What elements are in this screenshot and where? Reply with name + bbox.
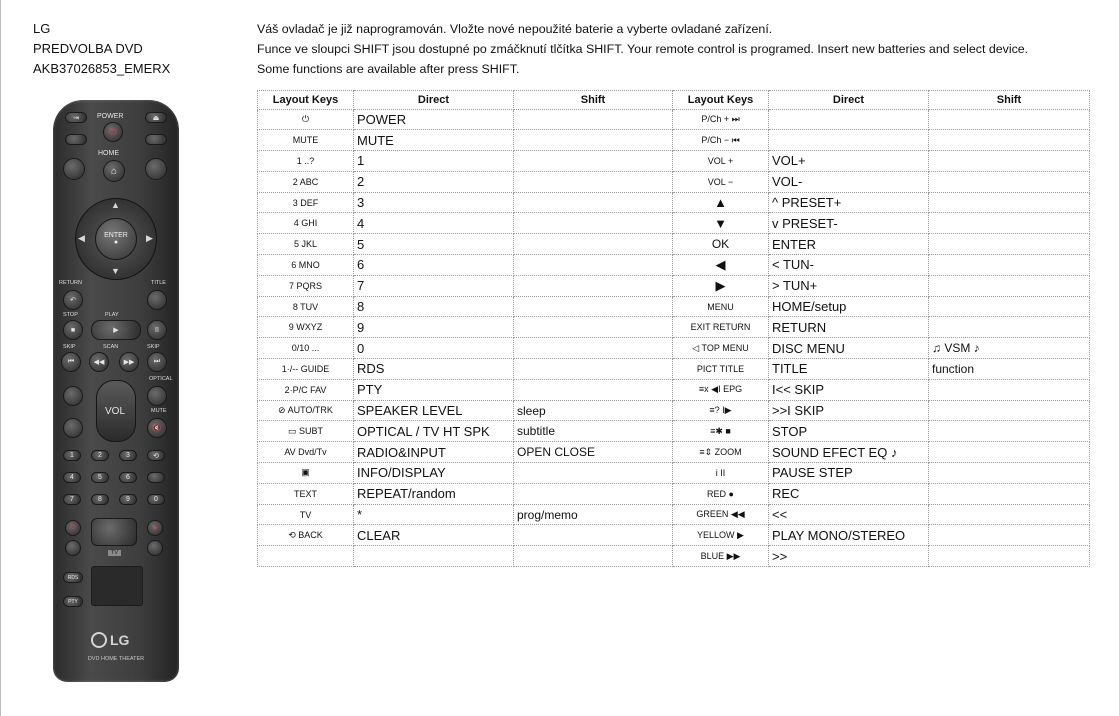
table-row — [258, 317, 1090, 338]
header-direct-left: Direct — [354, 91, 514, 110]
direct-function-left: PTY — [354, 379, 514, 400]
layout-key-left: AV Dvd/Tv — [258, 442, 354, 463]
direct-function-right: << — [769, 504, 929, 525]
product-line-label: DVD HOME THEATER — [87, 656, 145, 662]
enter-label: ENTER — [104, 232, 128, 239]
layout-key-right: ≡✱ ■ — [673, 421, 769, 442]
table-row — [258, 275, 1090, 296]
layout-key-right: BLUE ▶▶ — [673, 546, 769, 567]
direct-function-right: STOP — [769, 421, 929, 442]
shift-function-left — [514, 109, 673, 130]
layout-key-right: i II — [673, 463, 769, 484]
direct-function-right: v PRESET- — [769, 213, 929, 234]
shift-function-left — [514, 130, 673, 151]
enter-button — [95, 218, 137, 260]
layout-key-right: RED ● — [673, 483, 769, 504]
lg-logo-icon — [91, 632, 107, 648]
shift-function-right — [929, 504, 1090, 525]
numpad-5: 5 — [91, 472, 109, 483]
shift-function-left — [514, 151, 673, 172]
layout-key-left: ⏻ — [258, 109, 354, 130]
direct-function-right: PAUSE STEP — [769, 463, 929, 484]
layout-key-right: VOL + — [673, 151, 769, 172]
remote-rds-label: RDS — [67, 574, 79, 581]
layout-key-left: 3 DEF — [258, 192, 354, 213]
pause-icon: II — [147, 320, 167, 340]
stop-icon: ■ — [63, 320, 83, 340]
layout-key-left: TEXT — [258, 483, 354, 504]
numpad-3: 3 — [119, 450, 137, 461]
layout-key-left: 1·/-- GUIDE — [258, 359, 354, 380]
shift-function-left — [514, 317, 673, 338]
instructions-line-3: Some functions are available after press SHIFT. — [257, 62, 520, 76]
optical-button — [147, 386, 167, 406]
av-input-button — [65, 540, 81, 556]
shift-function-right — [929, 442, 1090, 463]
layout-key-right: PICT TITLE — [673, 359, 769, 380]
direct-function-left: 1 — [354, 151, 514, 172]
table-row — [258, 109, 1090, 130]
shift-function-right — [929, 109, 1090, 130]
direct-function-right: RETURN — [769, 317, 929, 338]
power-icon: ⏻ — [103, 122, 123, 142]
down-arrow-icon: ▼ — [111, 266, 120, 276]
shift-function-right — [929, 213, 1090, 234]
direct-function-right: REC — [769, 483, 929, 504]
table-row — [258, 192, 1090, 213]
lg-logo — [91, 630, 141, 650]
table-row — [258, 525, 1090, 546]
direct-function-right — [769, 109, 929, 130]
direct-function-right: ENTER — [769, 234, 929, 255]
remote-skip-left-label: SKIP — [63, 344, 76, 350]
shift-function-left — [514, 171, 673, 192]
direct-function-left: 4 — [354, 213, 514, 234]
layout-key-right: ≡? I▶ — [673, 400, 769, 421]
layout-key-left: 7 PQRS — [258, 275, 354, 296]
layout-key-right: VOL − — [673, 171, 769, 192]
home-icon: ⌂ — [103, 160, 125, 182]
preset-label: PREDVOLBA DVD — [33, 41, 143, 56]
instructions — [257, 19, 1028, 79]
remote-code: AKB37026853_EMERX — [33, 61, 171, 76]
remote-title-label: TITLE — [151, 280, 166, 286]
rec-icon: ● — [147, 520, 163, 536]
marker-button — [65, 134, 87, 145]
remote-home-label: HOME — [98, 150, 119, 157]
direct-function-right: VOL- — [769, 171, 929, 192]
speaker-level-button — [63, 386, 83, 406]
input-button-icon: ⇥ — [65, 112, 87, 123]
remote-power-label: POWER — [97, 113, 124, 120]
shift-function-left — [514, 359, 673, 380]
layout-key-right: ≡⇕ ZOOM — [673, 442, 769, 463]
table-row — [258, 504, 1090, 525]
numpad-1: 1 — [63, 450, 81, 461]
play-icon: ▶ — [91, 320, 141, 340]
layout-key-right: ◁ TOP MENU — [673, 338, 769, 359]
layout-key-left: ⊘ AUTO/TRK — [258, 400, 354, 421]
pty-button — [63, 596, 83, 607]
skip-forward-icon: ⏭ — [147, 352, 167, 372]
skip-back-icon: ⏮ — [61, 352, 81, 372]
table-row — [258, 400, 1090, 421]
shift-function-right — [929, 151, 1090, 172]
layout-key-left: ▭ SUBT — [258, 421, 354, 442]
numpad-9: 9 — [119, 494, 137, 505]
shift-function-right: ♫ VSM ♪ — [929, 338, 1090, 359]
left-arrow-icon: ◀ — [78, 233, 85, 243]
direct-function-left: MUTE — [354, 130, 514, 151]
up-arrow-icon: ▲ — [111, 200, 120, 210]
direct-function-left: INFO/DISPLAY — [354, 463, 514, 484]
sound-effect-button — [63, 418, 83, 438]
direct-function-left: POWER — [354, 109, 514, 130]
shift-function-left: prog/memo — [514, 504, 673, 525]
table-row — [258, 296, 1090, 317]
shift-function-left — [514, 192, 673, 213]
sleep-button — [145, 134, 167, 145]
shift-function-left — [514, 296, 673, 317]
key-mapping-rows — [258, 109, 1090, 567]
shift-function-left — [514, 275, 673, 296]
direct-function-left: 0 — [354, 338, 514, 359]
shift-function-right — [929, 463, 1090, 484]
direct-function-right: HOME/setup — [769, 296, 929, 317]
layout-key-right: P/Ch − ⏮ — [673, 130, 769, 151]
remote-pty-label: PTY — [68, 598, 78, 605]
rds-button — [63, 572, 83, 583]
layout-key-left: ⟲ BACK — [258, 525, 354, 546]
direct-function-left: REPEAT/random — [354, 483, 514, 504]
direct-function-right: > TUN+ — [769, 275, 929, 296]
direct-function-right: TITLE — [769, 359, 929, 380]
direct-function-right — [769, 130, 929, 151]
direct-function-left — [354, 546, 514, 567]
info-display-button — [63, 158, 85, 180]
table-row — [258, 379, 1090, 400]
direct-function-right: < TUN- — [769, 255, 929, 276]
direct-function-left: 3 — [354, 192, 514, 213]
direct-function-left: 9 — [354, 317, 514, 338]
layout-key-left: 5 JKL — [258, 234, 354, 255]
shift-function-left — [514, 483, 673, 504]
layout-key-left: 2 ABC — [258, 171, 354, 192]
layout-key-right: GREEN ◀◀ — [673, 504, 769, 525]
remote-stop-label: STOP — [63, 312, 78, 318]
tv-power-icon: ⏻ — [65, 520, 81, 536]
shift-function-right: function — [929, 359, 1090, 380]
shift-function-right — [929, 317, 1090, 338]
layout-key-left: TV — [258, 504, 354, 525]
shift-function-right — [929, 483, 1090, 504]
shift-function-left: subtitle — [514, 421, 673, 442]
brand-label: LG — [33, 21, 51, 36]
header-layout-keys-right: Layout Keys — [673, 91, 769, 110]
shift-function-left — [514, 255, 673, 276]
layout-key-right: MENU — [673, 296, 769, 317]
shift-function-right — [929, 234, 1090, 255]
layout-key-right: ▼ — [673, 213, 769, 234]
shift-function-left — [514, 525, 673, 546]
table-row — [258, 442, 1090, 463]
mute-icon: 🔇 — [147, 418, 167, 438]
table-row — [258, 359, 1090, 380]
device-info — [33, 19, 170, 79]
direct-function-right: I<< SKIP — [769, 379, 929, 400]
shift-function-right — [929, 255, 1090, 276]
header-shift-left: Shift — [514, 91, 673, 110]
table-row — [258, 151, 1090, 172]
header-shift-right: Shift — [929, 91, 1090, 110]
header-layout-keys-left: Layout Keys — [258, 91, 354, 110]
direct-function-left: 7 — [354, 275, 514, 296]
table-row — [258, 171, 1090, 192]
fast-forward-icon: ▶▶ — [119, 352, 139, 372]
key-mapping-table — [257, 90, 1090, 567]
layout-key-left — [258, 546, 354, 567]
return-icon: ↶ — [63, 290, 83, 310]
shift-function-right — [929, 275, 1090, 296]
direct-function-right: >>I SKIP — [769, 400, 929, 421]
numpad-0: 0 — [147, 494, 165, 505]
layout-key-left: 4 GHI — [258, 213, 354, 234]
page-left-border — [0, 0, 1, 716]
layout-key-right: ▲ — [673, 192, 769, 213]
shift-function-left — [514, 234, 673, 255]
shift-function-left: sleep — [514, 400, 673, 421]
shift-function-right — [929, 546, 1090, 567]
eject-button-icon: ⏏ — [145, 112, 167, 123]
layout-key-right: YELLOW ▶ — [673, 525, 769, 546]
layout-key-left: ▣ — [258, 463, 354, 484]
table-row — [258, 463, 1090, 484]
shift-function-left — [514, 338, 673, 359]
layout-key-left: 9 WXYZ — [258, 317, 354, 338]
direct-function-right: >> — [769, 546, 929, 567]
table-row — [258, 213, 1090, 234]
direct-function-left: 8 — [354, 296, 514, 317]
shift-function-right — [929, 379, 1090, 400]
shift-function-left — [514, 379, 673, 400]
instructions-line-2: Funce ve sloupci SHIFT jsou dostupné po zmáčknutí tlčítka SHIFT. Your remote control is programed. Insert new batteries and select device. — [257, 42, 1029, 56]
header-direct-right: Direct — [769, 91, 929, 110]
direct-function-left: 6 — [354, 255, 514, 276]
direct-function-left: SPEAKER LEVEL — [354, 400, 514, 421]
layout-key-left: 1 ..? — [258, 151, 354, 172]
layout-key-right: ◀ — [673, 255, 769, 276]
remote-return-label: RETURN — [59, 280, 82, 286]
layout-key-right: OK — [673, 234, 769, 255]
table-row — [258, 546, 1090, 567]
numpad-2: 2 — [91, 450, 109, 461]
layout-key-left: 2·P/C FAV — [258, 379, 354, 400]
instructions-line-1: Váš ovladač je již naprogramován. Vložte nové nepoužité baterie a vyberte ovladané zařízení. — [257, 22, 773, 36]
table-row — [258, 421, 1090, 442]
table-row — [258, 255, 1090, 276]
shift-function-right — [929, 130, 1090, 151]
direct-function-left: 5 — [354, 234, 514, 255]
remote-play-label: PLAY — [105, 312, 119, 318]
remote-skip-right-label: SKIP — [147, 344, 160, 350]
table-row — [258, 483, 1090, 504]
remote-mute-label: MUTE — [151, 408, 167, 414]
layout-key-left: 6 MNO — [258, 255, 354, 276]
layout-key-right: ≡x ◀I EPG — [673, 379, 769, 400]
numpad-8: 8 — [91, 494, 109, 505]
blank-panel — [91, 566, 143, 606]
direct-function-right: VOL+ — [769, 151, 929, 172]
disc-menu-button — [145, 158, 167, 180]
shift-function-right — [929, 525, 1090, 546]
table-header-row — [258, 91, 1090, 110]
layout-key-left: 0/10 ... — [258, 338, 354, 359]
numpad-6: 6 — [119, 472, 137, 483]
rewind-icon: ◀◀ — [89, 352, 109, 372]
numpad-7: 7 — [63, 494, 81, 505]
clear-button — [147, 472, 165, 483]
table-row — [258, 234, 1090, 255]
shift-function-left — [514, 463, 673, 484]
direct-function-left: RDS — [354, 359, 514, 380]
layout-key-left: 8 TUV — [258, 296, 354, 317]
direct-function-left: OPTICAL / TV HT SPK — [354, 421, 514, 442]
enter-dot-icon: ● — [113, 239, 119, 246]
shift-function-left — [514, 546, 673, 567]
shift-function-right — [929, 400, 1090, 421]
table-row — [258, 130, 1090, 151]
direct-function-left: 2 — [354, 171, 514, 192]
direct-function-right: ^ PRESET+ — [769, 192, 929, 213]
table-row — [258, 338, 1090, 359]
shift-function-right — [929, 192, 1090, 213]
layout-key-left: MUTE — [258, 130, 354, 151]
remote-scan-label: SCAN — [103, 344, 119, 350]
numpad-4: 4 — [63, 472, 81, 483]
right-arrow-icon: ▶ — [146, 233, 153, 243]
remote-control-image — [53, 100, 179, 682]
lg-logo-text: LG — [110, 632, 130, 648]
tv-channel-volume-block — [91, 518, 137, 546]
shift-function-right — [929, 421, 1090, 442]
tv-input-button — [147, 540, 163, 556]
remote-vol-label: VOL — [105, 406, 126, 417]
layout-key-right: P/Ch + ⏭ — [673, 109, 769, 130]
direct-function-left: RADIO&INPUT — [354, 442, 514, 463]
shift-function-left — [514, 213, 673, 234]
direct-function-right: PLAY MONO/STEREO — [769, 525, 929, 546]
repeat-icon: ⟲ — [147, 450, 165, 461]
direct-function-right: DISC MENU — [769, 338, 929, 359]
direct-function-left: CLEAR — [354, 525, 514, 546]
layout-key-right: ▶ — [673, 275, 769, 296]
direct-function-left: * — [354, 504, 514, 525]
shift-function-left: OPEN CLOSE — [514, 442, 673, 463]
remote-optical-label: OPTICAL — [149, 376, 173, 382]
shift-function-right — [929, 171, 1090, 192]
direct-function-right: SOUND EFECT EQ ♪ — [769, 442, 929, 463]
shift-function-right — [929, 296, 1090, 317]
remote-tv-label: TV — [108, 550, 121, 556]
layout-key-right: EXIT RETURN — [673, 317, 769, 338]
title-button — [147, 290, 167, 310]
